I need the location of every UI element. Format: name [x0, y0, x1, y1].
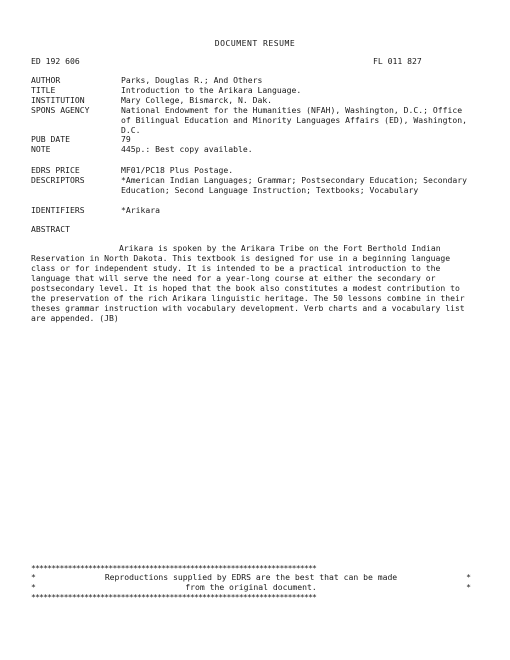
field-title: [31, 85, 471, 95]
field-label: SPONS AGENCY: [31, 105, 90, 115]
field-label: NOTE: [31, 144, 51, 154]
field-label: PUB DATE: [31, 134, 70, 144]
field-label: TITLE: [31, 85, 56, 95]
field-pubdate: [31, 134, 471, 144]
abstract-heading: ABSTRACT: [31, 224, 70, 234]
field-value: National Endowment for the Humanities (NFAH), Washington, D.C.; Office of Bilingual Education and Minority Languages Affairs (ED), Washington, D.C.: [121, 105, 467, 135]
field-identifiers: [31, 205, 471, 215]
field-label: AUTHOR: [31, 75, 61, 85]
field-label: IDENTIFIERS: [31, 205, 85, 215]
field-institution: [31, 95, 471, 105]
field-label: EDRS PRICE: [31, 165, 80, 175]
footer-star: *: [31, 572, 36, 582]
footer-rule-top: **********************************************************************: [31, 563, 317, 573]
field-label: INSTITUTION: [31, 95, 85, 105]
field-price: [31, 165, 471, 175]
footer-star: *: [466, 572, 471, 582]
field-value: MF01/PC18 Plus Postage.: [121, 165, 234, 175]
abstract-body: Arikara is spoken by the Arikara Tribe on the Fort Berthold Indian Reservation in North Dakota. This textbook is designed for use in a beginning language class or for independent study. It is intended to be a practical introduction to the language that will serve the need for a year-long course at either the secondary or postsecondary level. It is hoped that the book also constitutes a modest contribution to the preservation of the rich Arikara linguistic heritage. The 50 lessons combine in their theses grammar instruction with vocabulary development. Verb charts and a vocabulary list are appended. (JB): [31, 243, 465, 323]
field-value: 445p.: Best copy available.: [121, 144, 253, 154]
footer-star: *: [466, 582, 471, 592]
footer-rule-bottom: **********************************************************************: [31, 592, 317, 602]
field-value: Parks, Douglas R.; And Others: [121, 75, 263, 85]
footer-star: *: [31, 582, 36, 592]
field-author: [31, 75, 471, 85]
field-value: Introduction to the Arikara Language.: [121, 85, 302, 95]
field-value: *Arikara: [121, 205, 160, 215]
document-title: DOCUMENT RESUME: [214, 38, 296, 48]
fl-number: FL 011 827: [373, 56, 422, 66]
ed-number: ED 192 606: [31, 56, 80, 66]
field-value: Mary College, Bismarck, N. Dak.: [121, 95, 273, 105]
footer-text: Reproductions supplied by EDRS are the best that can be made: [104, 572, 398, 582]
footer-text: from the original document.: [185, 582, 317, 592]
field-descriptors: [31, 175, 471, 195]
field-sponsor: [31, 105, 471, 135]
field-value: *American Indian Languages; Grammar; Postsecondary Education; Secondary Education; Second Language Instruction; Textbooks; Vocabulary: [121, 175, 467, 195]
field-note: [31, 144, 471, 154]
field-label: DESCRIPTORS: [31, 175, 85, 185]
field-value: 79: [121, 134, 131, 144]
